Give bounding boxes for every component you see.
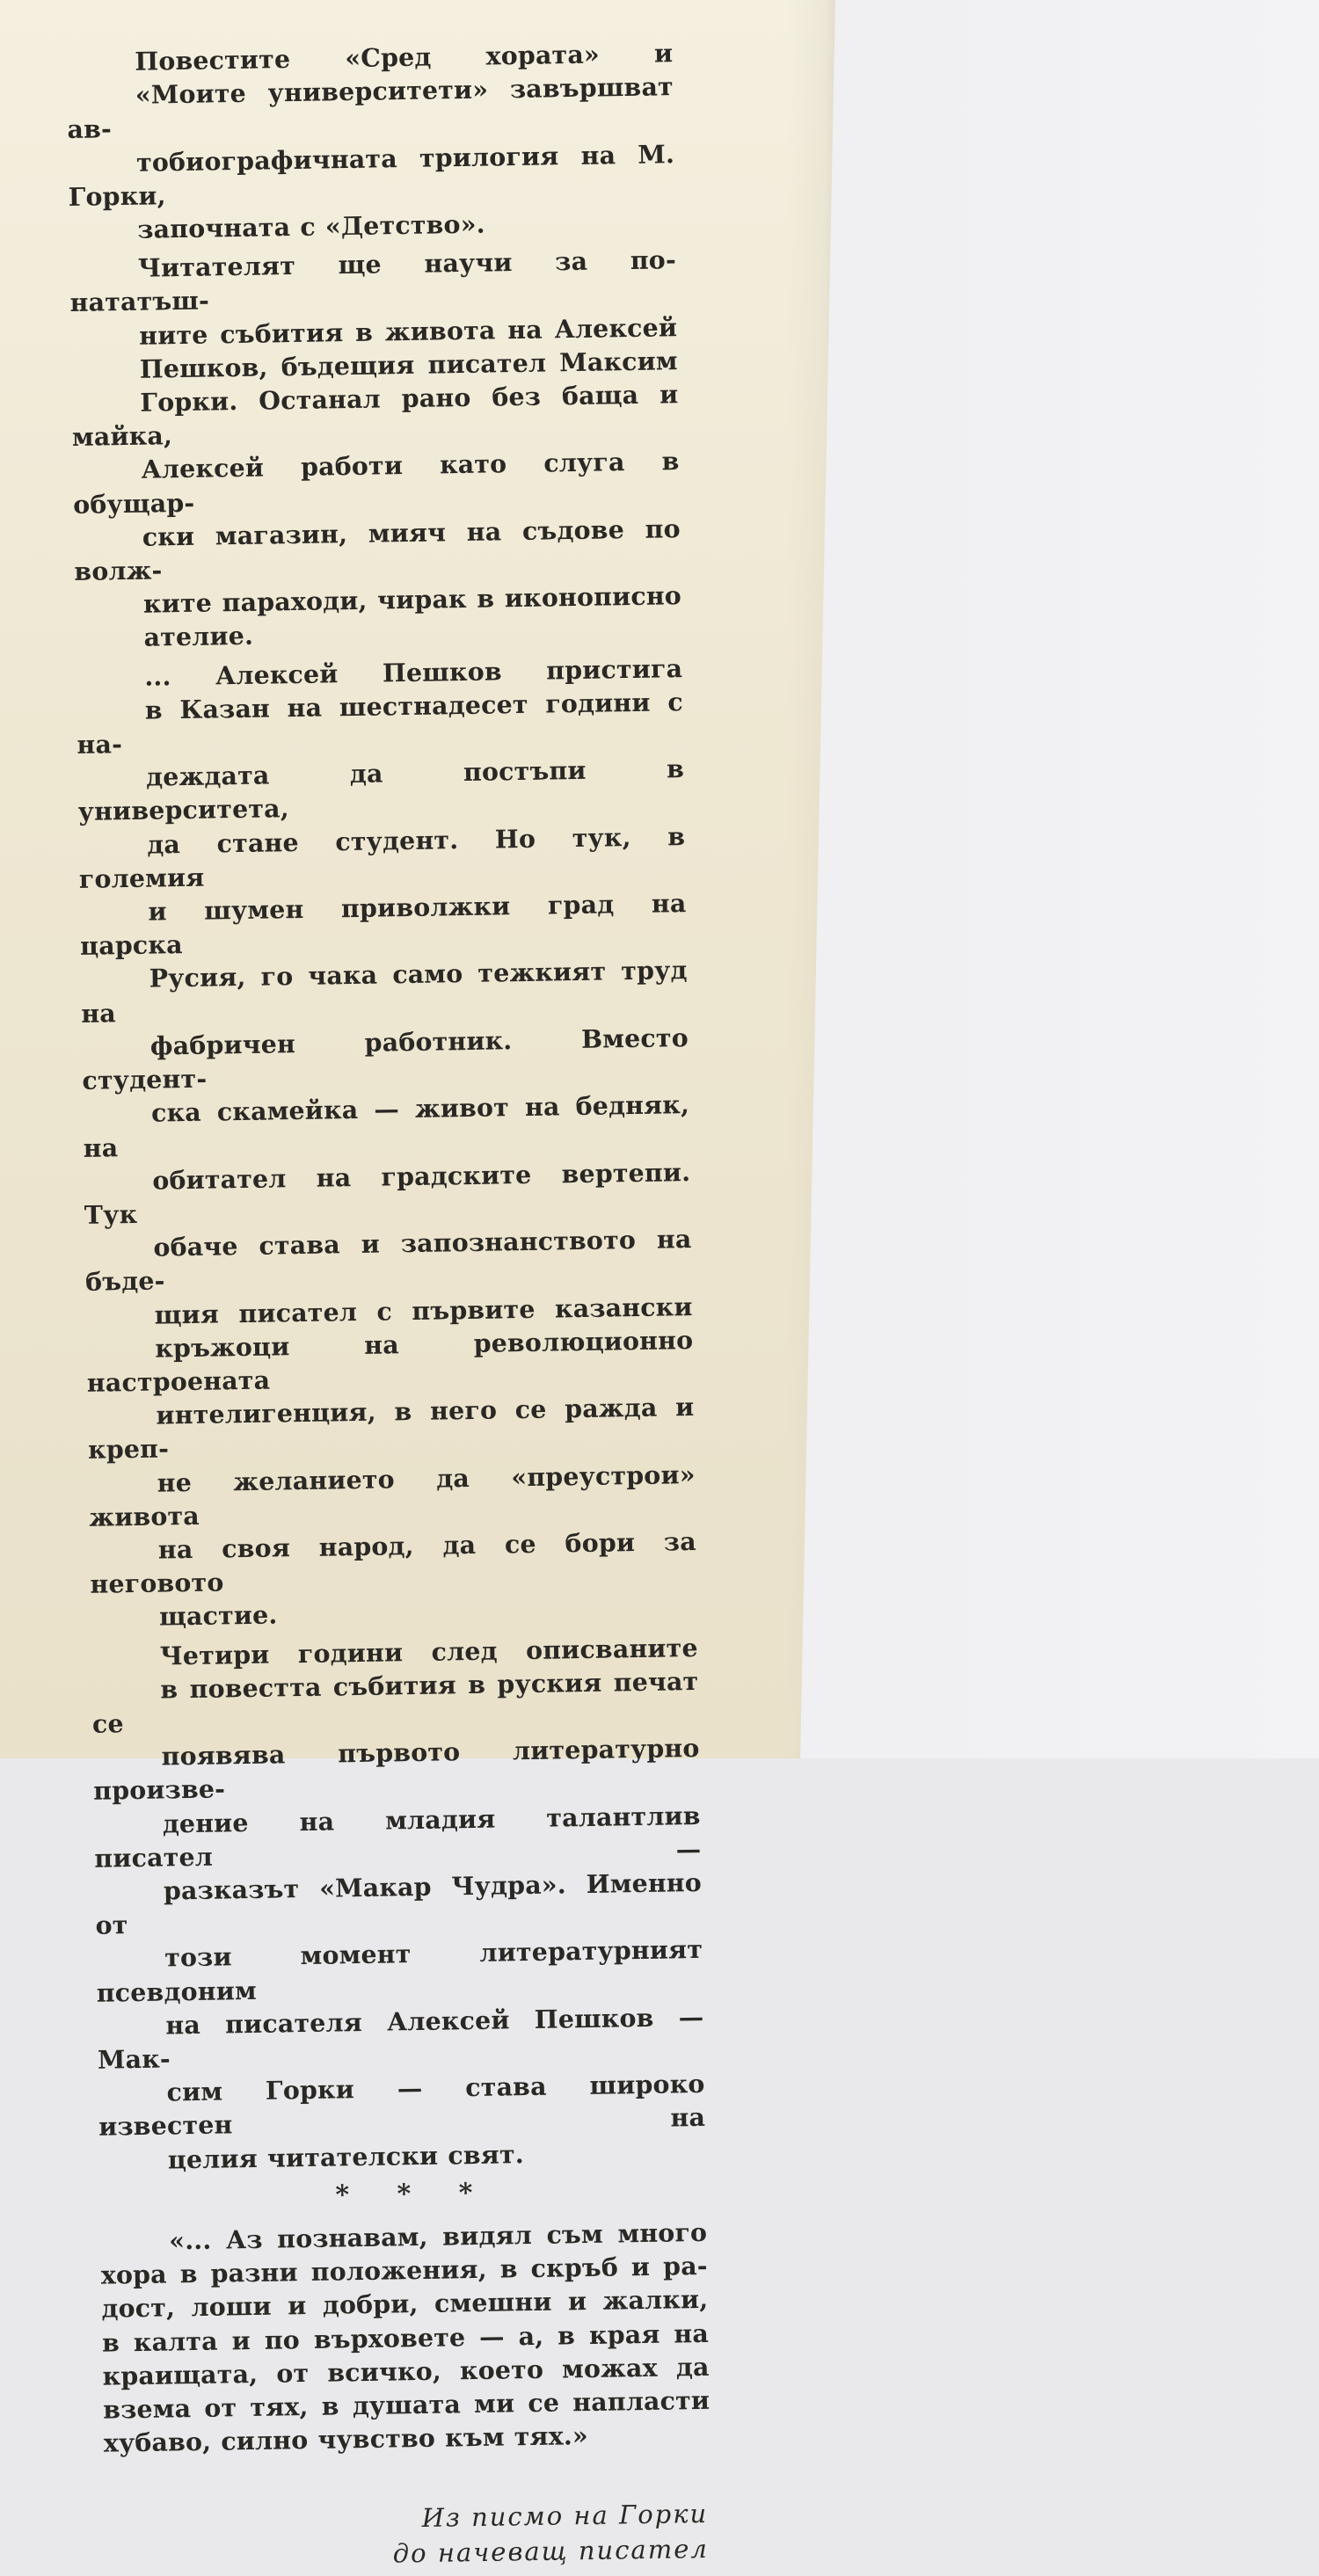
text-line: тобиографичната трилогия на М. Горки, [68,138,675,212]
attribution-line: до начеващ писател [392,2534,710,2569]
text-line: ска скамейка — живот на бедняк, на [83,1089,690,1163]
text-line: «... Аз познавам, видял съм много [168,2216,708,2256]
text-line: ките параходи, чирак в иконописно [142,580,682,619]
text-line: взема от тях, в душата ми се напласти [102,2384,711,2425]
text-line: Пешков, бъдещия писател Максим [139,345,678,384]
text-line: този момент литературният псевдоним [96,1934,703,2008]
text-line: ... Алексей Пешков пристига [144,652,683,692]
text-line: краищата, от всичко, което можах да [102,2351,710,2391]
text-line: в калта и по върховете — а, в края на [101,2318,710,2358]
text-line: Читателят ще научи за по-нататъш- [69,244,677,318]
text-line: Русия, го чака само тежкият труд на [81,955,688,1029]
text-line: на писателя Алексей Пешков — Мак- [97,2001,704,2075]
paragraph-pseudonym [91,1630,706,2177]
paragraph-reader [69,243,682,655]
text-line: Алексей работи като слуга в обущар- [72,446,680,520]
text-line: и шумен приволжки град на царска [79,888,687,962]
text-line: обитател на градските вертепи. Тук [84,1156,691,1230]
text-line: обаче става и запознанството на бъде- [84,1224,692,1298]
text-line: ателие. [143,621,254,653]
flap-text [66,36,712,2576]
text-line: кръжоци на революционно настроената [86,1324,694,1398]
paragraph-kazan [76,651,697,1635]
text-line: деждата да постъпи в университета, [77,753,685,827]
text-line: в Казан на шестнадесет години с на- [77,686,684,760]
text-line: целия читателски свят. [167,2138,525,2175]
attribution-line: Из писмо на Горки [421,2499,709,2534]
text-line: хубаво, силно чувство към тях.» [103,2420,589,2458]
text-line: щия писател с първите казански [154,1291,693,1330]
text-line: ните събития в живота на Алексей [138,311,678,351]
text-line: появява първото литературно произве- [92,1733,700,1807]
gorky-quote [100,2216,711,2460]
text-line: дост, лоши и добри, смешни и жалки, [101,2284,709,2325]
text-line: хора в разни положения, в скръб и ра- [100,2251,709,2290]
text-line: ски магазин, мияч на съдове по волж- [74,513,681,586]
section-separator: * * * [335,2177,492,2211]
text-line: да стане студент. Но тук, в големия [78,820,686,894]
text-line: фабричен работник. Вместо студент- [82,1022,689,1095]
quote-attribution [105,2496,712,2576]
text-line: Четири години след описваните [159,1632,698,1671]
text-line: Повестите «Сред хората» и [135,38,674,76]
text-line: на своя народ, да се бори за неговото [90,1525,697,1599]
text-line: в повестта събития в руския печат се [91,1665,699,1739]
text-line: интелигенция, в него се ражда и креп- [87,1392,695,1466]
text-line: Горки. Останал рано без баща и майка, [71,379,679,453]
paragraph-intro [66,36,676,247]
text-line: сим Горки — става широко известен на [98,2069,706,2143]
text-line: не желанието да «преустрои» живота [89,1459,696,1532]
text-line: щастие. [158,1599,278,1632]
text-line: дение на младия талантлив писател — [94,1800,702,1874]
text-line: започната с «Детство». [137,208,485,244]
text-line: разказът «Макар Чудра». Именно от [95,1867,703,1940]
text-line: «Моите университети» завършват ав- [67,71,674,145]
